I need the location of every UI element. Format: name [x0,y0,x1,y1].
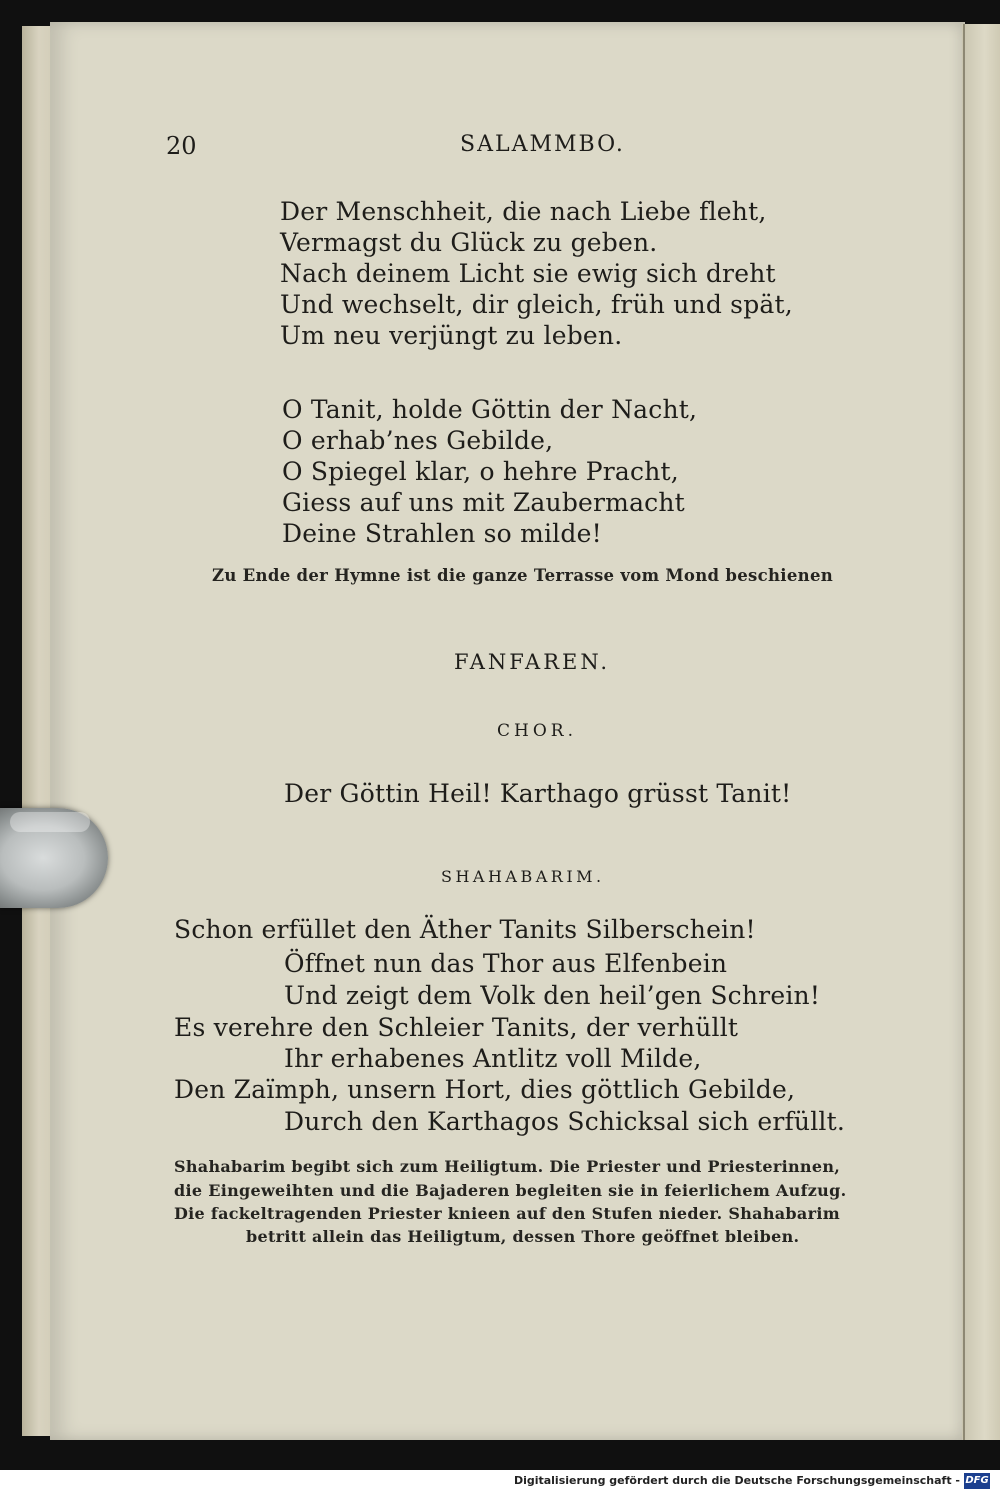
verse-line: Schon erfüllet den Äther Tanits Silberschein! [174,915,756,944]
stanza2-line: O erhab’nes Gebilde, [282,426,554,455]
stanza1-line: Und wechselt, dir gleich, früh und spät, [280,290,793,319]
verse-line: Ihr erhabenes Antlitz voll Milde, [284,1044,702,1073]
speaker-chor: CHOR. [497,721,577,741]
verse-line: Den Zaïmph, unsern Hort, dies göttlich Gebilde, [174,1075,796,1104]
verse-line: Durch den Karthagos Schicksal sich erfüllt. [284,1107,846,1136]
book-edge-right [962,24,1000,1440]
speaker-shahabarim: SHAHABARIM. [441,867,605,886]
chorus-line: Der Göttin Heil! Karthago grüsst Tanit! [284,779,792,808]
running-title: SALAMMBO. [460,132,625,157]
page-number: 20 [166,132,197,160]
stanza1-line: Nach deinem Licht sie ewig sich dreht [280,259,776,288]
stage-direction-line: Shahabarim begibt sich zum Heiligtum. Die Priester und Priesterinnen, [174,1157,841,1176]
stanza1-line: Um neu verjüngt zu leben. [280,321,623,350]
page-clip-highlight [10,812,90,832]
dfg-logo-icon: DFG [964,1473,990,1489]
stanza2-line: O Spiegel klar, o hehre Pracht, [282,457,679,486]
footer-bar [0,1470,1000,1494]
stage-direction-line: betritt allein das Heiligtum, dessen Thore geöffnet bleiben. [246,1227,800,1246]
verse-line: Es verehre den Schleier Tanits, der verhüllt [174,1013,739,1042]
verse-line: Öffnet nun das Thor aus Elfenbein [284,949,728,978]
stage-direction: Zu Ende der Hymne ist die ganze Terrasse vom Mond beschienen [212,566,834,585]
stage-direction-line: Die fackeltragenden Priester knieen auf den Stufen nieder. Shahabarim [174,1204,840,1223]
stanza1-line: Der Menschheit, die nach Liebe fleht, [280,197,767,226]
stage-direction-line: die Eingeweihten und die Bajaderen begleiten sie in feierlichem Aufzug. [174,1181,847,1200]
verse-line: Und zeigt dem Volk den heil’gen Schrein! [284,981,821,1010]
stanza1-line: Vermagst du Glück zu geben. [280,228,658,257]
footer-credit: Digitalisierung gefördert durch die Deutsche Forschungsgemeinschaft - [513,1474,960,1487]
page-fold [963,24,965,1440]
stanza2-line: Deine Strahlen so milde! [282,519,602,548]
section-heading: FANFAREN. [454,650,611,674]
stanza2-line: O Tanit, holde Göttin der Nacht, [282,395,698,424]
stanza2-line: Giess auf uns mit Zaubermacht [282,488,685,517]
